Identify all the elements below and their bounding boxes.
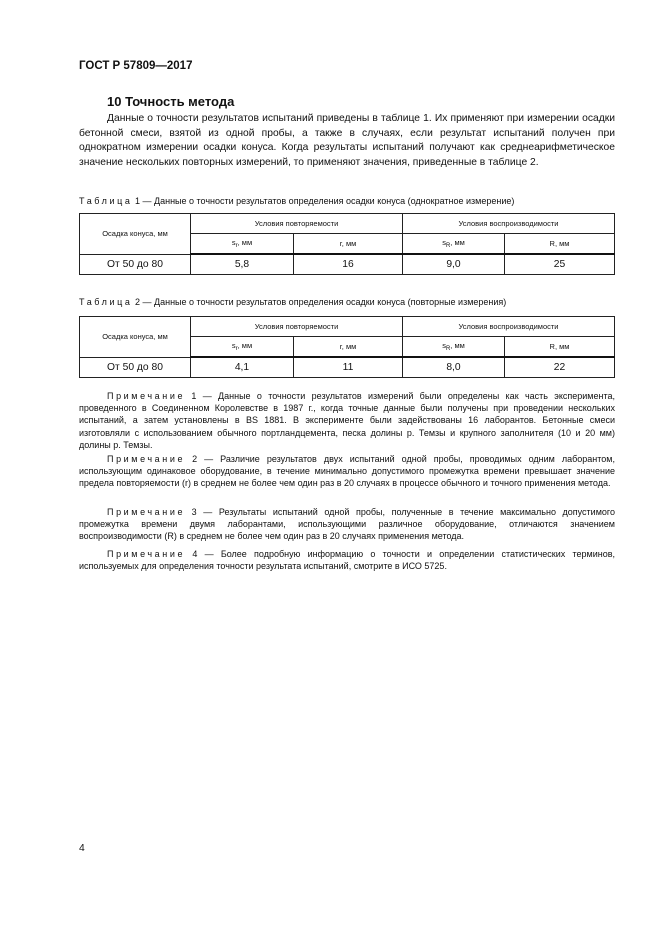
table1-cell-range: От 50 до 80 (80, 254, 191, 275)
table1-header-sr (191, 234, 294, 255)
note-2 (79, 453, 615, 490)
table-row (80, 357, 615, 378)
table2-sR-subscript: R (445, 346, 451, 352)
note-4-text: 4 — Более подробную информацию о точности и определении статистических терминов, используемых для определения точности результата испытаний, смотрите в ИСО 5725. (79, 549, 615, 572)
table1-sr-subscript: r (235, 243, 238, 249)
table1-header-R: R, мм (505, 234, 615, 255)
table2-sR-symbol: s (442, 341, 446, 350)
table2-caption-text: 2 — Данные о точности результатов определения осадки конуса (повторные измерения) (132, 297, 507, 307)
table2-header-sR (403, 337, 505, 358)
table2-sr-subscript: r (235, 346, 238, 352)
table1-sr-symbol: s (231, 238, 236, 247)
table2-sr-unit: , мм (237, 341, 253, 350)
note-2-label: Примечание (107, 454, 186, 464)
table1-cell-sr: 5,8 (191, 254, 294, 275)
table2-cell-sR: 8,0 (403, 357, 505, 378)
note-4-label: Примечание (107, 549, 186, 559)
table1-header-reproducibility: Условия воспроизводимости (403, 214, 615, 234)
table2-header-r: r, мм (294, 337, 403, 358)
table2-header-R: R, мм (505, 337, 615, 358)
table1-header-repeatability: Условия повторяемости (191, 214, 403, 234)
table1-sr-unit: , мм (237, 238, 253, 247)
table2-cell-range: От 50 до 80 (80, 357, 191, 378)
table2-header-reproducibility: Условия воспроизводимости (403, 317, 615, 337)
note-1 (79, 390, 615, 451)
document-header: ГОСТ Р 57809—2017 (79, 60, 193, 72)
note-3-label: Примечание (107, 507, 186, 517)
table1-header-r: r, мм (294, 234, 403, 255)
section-title: 10 Точность метода (107, 94, 235, 109)
table1-caption-label: Таблица (79, 196, 133, 206)
section-paragraph: Данные о точности результатов испытаний приведены в таблице 1. Их применяют при измерении осадки бетонной смеси, взятой из одной пробы, а также в случаях, если результат испытаний получен при однократном измерении осадки конуса. Когда результаты испытаний получают как среднеарифметическое значение нескольких повторных измерений, то применяют значения, приведенные в таблице 2. (79, 113, 615, 168)
table1-cell-r: 16 (294, 254, 403, 275)
note-3 (79, 506, 615, 543)
table2 (79, 316, 615, 378)
note-4 (79, 548, 615, 572)
table1-header-sR (403, 234, 505, 255)
table1 (79, 213, 615, 275)
table2-header-sr (191, 337, 294, 358)
table2-cell-R: 22 (505, 357, 615, 378)
table2-header-slump: Осадка конуса, мм (80, 317, 191, 358)
table1-header-slump: Осадка конуса, мм (80, 214, 191, 255)
note-1-text: 1 — Данные о точности результатов измерений были определены как часть эксперимента, проведенного в Соединенном Королевстве в 1987 г., когда точные данные были получены при проведении нескольких испытаний, а затем установлены в BS 1881. В эксперименте были задействованы 16 лаборантов. Бетонные смеси изготовляли с использованием обычного портландцемента, песка долины р. Темзы и крупного заполнителя (10 и 20 мм) долины р. Темзы. (79, 391, 615, 450)
table2-header-repeatability: Условия повторяемости (191, 317, 403, 337)
table2-caption (79, 296, 619, 308)
table-row (80, 254, 615, 275)
table1-sR-unit: , мм (450, 238, 465, 247)
table1-caption (79, 195, 619, 207)
table2-sr-symbol: s (231, 341, 236, 350)
note-1-label: Примечание (107, 391, 186, 401)
table1-cell-R: 25 (505, 254, 615, 275)
table1-caption-text: 1 — Данные о точности результатов определения осадки конуса (однократное измерение) (132, 196, 515, 206)
table2-sR-unit: , мм (450, 341, 465, 350)
table1-sR-subscript: R (445, 243, 451, 249)
table1-sR-symbol: s (442, 238, 446, 247)
note-2-text: 2 — Различие результатов двух испытаний одной пробы, проводимых одним лаборантом, использующим одинаковое оборудование, в течение минимально допустимого промежутка времени превышает значение предела повторяемости (r) в среднем не более чем один раз в 20 случаях в процессе обычного и точного применения метода. (79, 454, 615, 489)
table2-cell-r: 11 (294, 357, 403, 378)
page-number: 4 (79, 843, 85, 854)
table1-cell-sR: 9,0 (403, 254, 505, 275)
table2-caption-label: Таблица (79, 297, 133, 307)
table2-cell-sr: 4,1 (191, 357, 294, 378)
note-3-text: 3 — Результаты испытаний одной пробы, полученные в течение максимально допустимого промежутка времени двумя лаборантами, использующими различное оборудование, отличаются значением воспроизводимости (R) в среднем не более чем один раз в 20 случаях применения метода. (79, 507, 615, 542)
